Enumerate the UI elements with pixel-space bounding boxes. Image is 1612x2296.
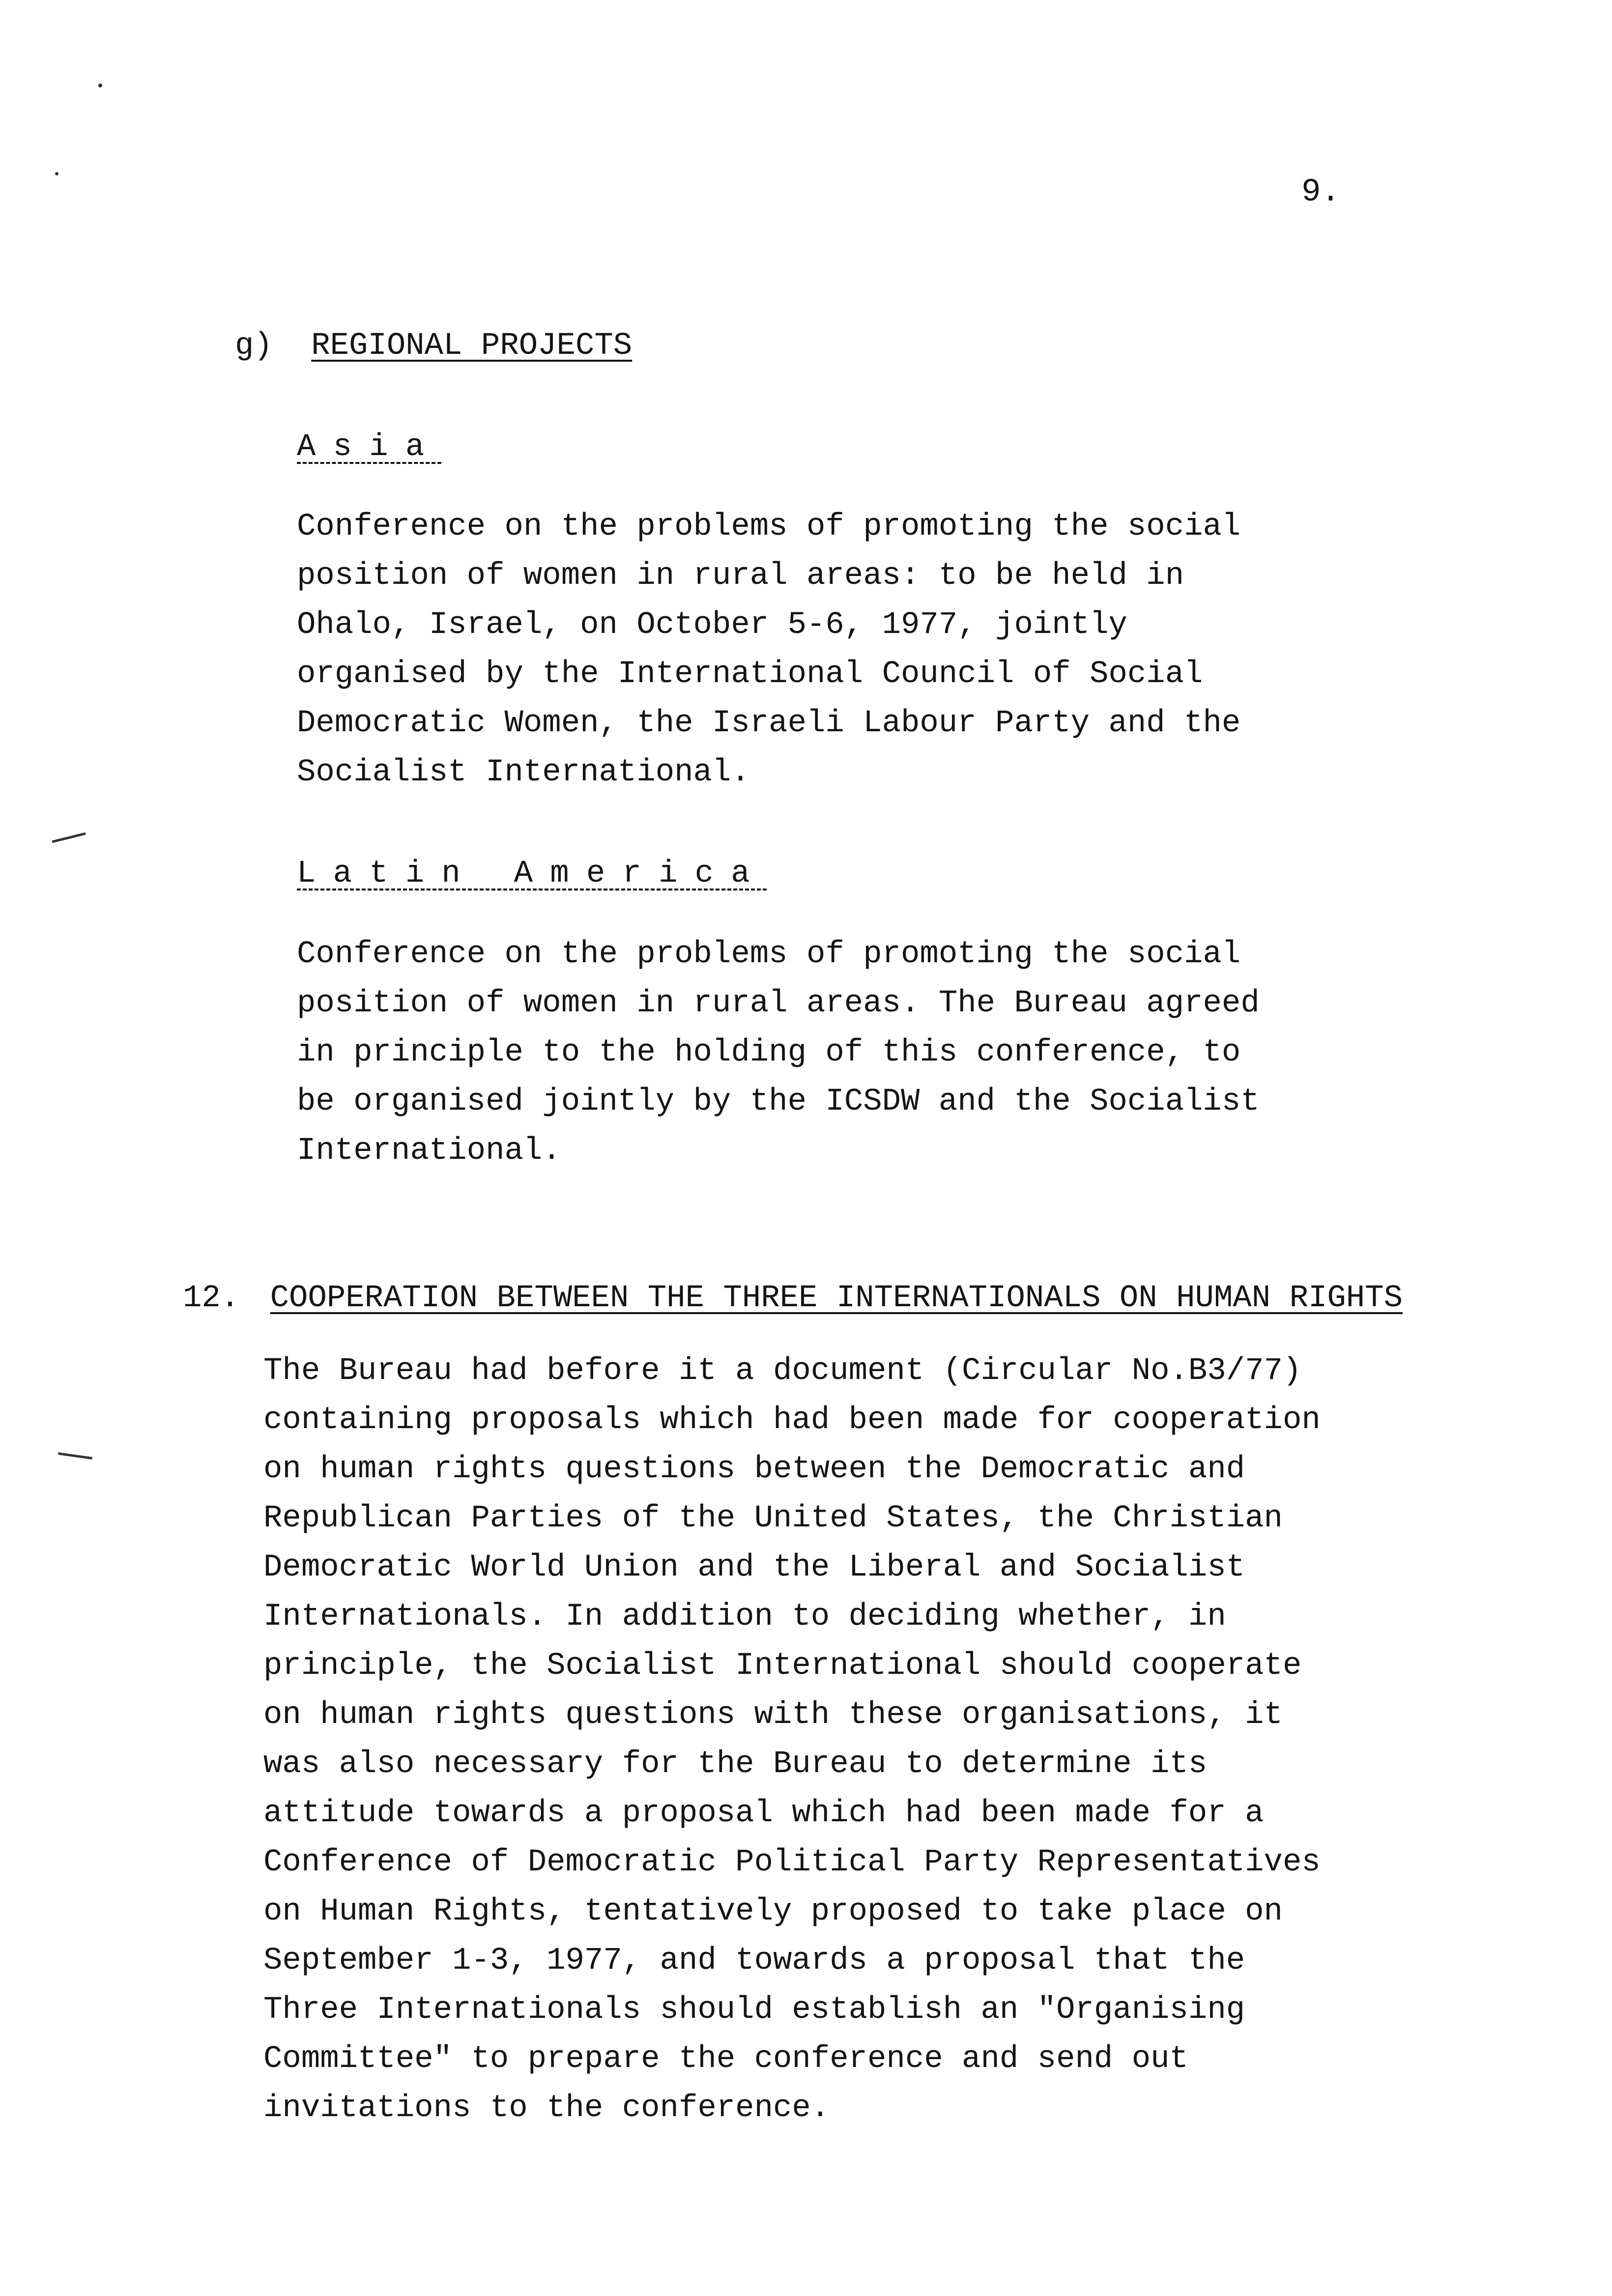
latin-america-line: position of women in rural areas. The Bureau agreed: [297, 986, 1260, 1021]
asia-heading: Asia: [297, 430, 442, 465]
section-12-line: Democratic World Union and the Liberal and Socialist: [263, 1550, 1245, 1585]
section-12-line: Internationals. In addition to deciding whether, in: [263, 1599, 1226, 1635]
latin-america-line: International.: [297, 1133, 561, 1169]
section-12-paragraph: [263, 1347, 1321, 2133]
section-12-line: Three Internationals should establish an "Organising: [263, 1992, 1245, 2028]
section-12-number: 12.: [183, 1281, 240, 1316]
section-12-line: Conference of Democratic Political Party Representatives: [263, 1845, 1321, 1880]
latin-america-paragraph: [297, 930, 1260, 1176]
scan-dot: [55, 172, 58, 175]
scan-mark: [52, 832, 86, 843]
scan-mark: [58, 1452, 92, 1460]
section-12-line: The Bureau had before it a document (Circular No.B3/77): [263, 1353, 1302, 1389]
section-g-heading: [235, 330, 632, 362]
page-number: 9.: [1301, 173, 1341, 210]
section-12-line: on human rights questions between the Democratic and: [263, 1452, 1245, 1487]
section-12-line: attitude towards a proposal which had been made for a: [263, 1796, 1264, 1831]
section-12-line: Committee" to prepare the conference and send out: [263, 2041, 1188, 2077]
latin-america-line: be organised jointly by the ICSDW and the Socialist: [297, 1084, 1260, 1119]
asia-line: Socialist International.: [297, 755, 750, 790]
section-12-line: containing proposals which had been made for cooperation: [263, 1403, 1321, 1438]
asia-line: position of women in rural areas: to be held in: [297, 558, 1184, 594]
section-g-title: REGIONAL PROJECTS: [311, 328, 633, 364]
scan-dot: [98, 84, 102, 87]
asia-line: organised by the International Council of Social: [297, 657, 1203, 692]
asia-line: Ohalo, Israel, on October 5-6, 1977, jointly: [297, 607, 1127, 643]
asia-line: Democratic Women, the Israeli Labour Party and the: [297, 706, 1241, 741]
section-12-title: COOPERATION BETWEEN THE THREE INTERNATIONALS ON HUMAN RIGHTS: [270, 1281, 1403, 1316]
section-12-line: Republican Parties of the United States, the Christian: [263, 1501, 1283, 1536]
asia-line: Conference on the problems of promoting the social: [297, 509, 1241, 545]
section-12-line: invitations to the conference.: [263, 2091, 830, 2126]
section-12-heading: [183, 1283, 1403, 1314]
asia-paragraph: [297, 502, 1240, 797]
section-12-line: on Human Rights, tentatively proposed to take place on: [263, 1894, 1283, 1929]
section-12-line: on human rights questions with these organisations, it: [263, 1697, 1283, 1733]
latin-america-line: in principle to the holding of this conference, to: [297, 1035, 1241, 1070]
section-12-line: September 1-3, 1977, and towards a proposal that the: [263, 1943, 1245, 1979]
section-12-line: principle, the Socialist International should cooperate: [263, 1648, 1302, 1684]
latin-america-line: Conference on the problems of promoting the social: [297, 937, 1241, 972]
section-g-marker: g): [235, 328, 273, 364]
section-12-line: was also necessary for the Bureau to determine its: [263, 1747, 1208, 1782]
latin-america-heading: Latin America: [297, 856, 767, 891]
